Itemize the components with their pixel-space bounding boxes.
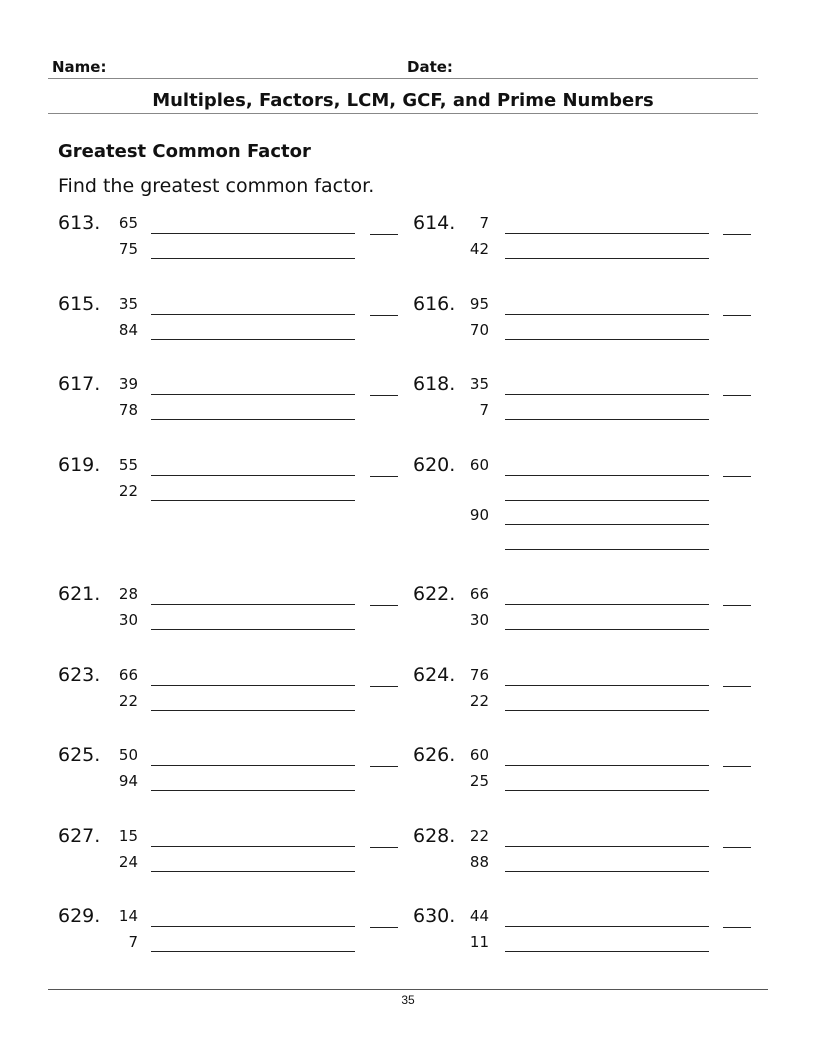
second-number: 24 (118, 853, 138, 871)
date-label: Date: (407, 58, 453, 76)
work-line[interactable] (505, 258, 709, 259)
page-number: 35 (401, 993, 415, 1007)
work-line[interactable] (151, 951, 355, 952)
second-number: 22 (118, 482, 138, 500)
work-line[interactable] (505, 926, 709, 927)
work-line[interactable] (505, 871, 709, 872)
second-number: 7 (128, 933, 138, 951)
second-number: 30 (469, 611, 489, 629)
answer-line[interactable] (723, 927, 751, 928)
work-line[interactable] (505, 710, 709, 711)
answer-line[interactable] (723, 847, 751, 848)
first-number: 60 (469, 456, 489, 474)
work-line[interactable] (151, 604, 355, 605)
problem-number: 616. (413, 293, 456, 315)
work-line[interactable] (151, 629, 355, 630)
problem-number: 620. (413, 454, 456, 476)
work-line[interactable] (505, 475, 709, 476)
first-number: 55 (118, 456, 138, 474)
second-number: 70 (469, 321, 489, 339)
work-line[interactable] (505, 314, 709, 315)
problem-number: 624. (413, 664, 456, 686)
first-number: 28 (118, 585, 138, 603)
first-number: 76 (469, 666, 489, 684)
problem-number: 615. (58, 293, 101, 315)
work-line[interactable] (151, 685, 355, 686)
answer-line[interactable] (723, 234, 751, 235)
work-line[interactable] (151, 419, 355, 420)
problem-number: 619. (58, 454, 101, 476)
problem-number: 630. (413, 905, 456, 927)
answer-line[interactable] (723, 395, 751, 396)
second-number: 7 (479, 401, 489, 419)
work-line[interactable] (505, 394, 709, 395)
second-number: 30 (118, 611, 138, 629)
problem-number: 618. (413, 373, 456, 395)
second-number: 11 (469, 933, 489, 951)
first-number: 35 (118, 295, 138, 313)
first-number: 95 (469, 295, 489, 313)
answer-line[interactable] (370, 927, 398, 928)
second-number: 22 (118, 692, 138, 710)
first-number: 35 (469, 375, 489, 393)
first-number: 66 (118, 666, 138, 684)
work-line[interactable] (505, 951, 709, 952)
work-line[interactable] (505, 500, 709, 501)
first-number: 14 (118, 907, 138, 925)
problem-number: 614. (413, 212, 456, 234)
work-line[interactable] (151, 790, 355, 791)
instruction-text: Find the greatest common factor. (58, 175, 375, 197)
first-number: 66 (469, 585, 489, 603)
work-line[interactable] (151, 339, 355, 340)
second-number: 22 (469, 692, 489, 710)
answer-line[interactable] (370, 315, 398, 316)
work-line[interactable] (151, 233, 355, 234)
header-rule (48, 78, 758, 79)
answer-line[interactable] (723, 605, 751, 606)
first-number: 7 (479, 214, 489, 232)
second-number: 75 (118, 240, 138, 258)
answer-line[interactable] (370, 847, 398, 848)
problem-number: 629. (58, 905, 101, 927)
work-line[interactable] (505, 419, 709, 420)
work-line[interactable] (151, 871, 355, 872)
problem-number: 626. (413, 744, 456, 766)
problem-number: 625. (58, 744, 101, 766)
page-title: Multiples, Factors, LCM, GCF, and Prime Numbers (152, 90, 654, 111)
work-line[interactable] (151, 765, 355, 766)
first-number: 15 (118, 827, 138, 845)
problem-number: 622. (413, 583, 456, 605)
work-line[interactable] (505, 790, 709, 791)
work-line[interactable] (505, 549, 709, 550)
answer-line[interactable] (370, 766, 398, 767)
second-number: 94 (118, 772, 138, 790)
work-line[interactable] (151, 846, 355, 847)
second-number: 90 (469, 506, 489, 524)
work-line[interactable] (151, 314, 355, 315)
answer-line[interactable] (370, 476, 398, 477)
work-line[interactable] (505, 233, 709, 234)
first-number: 50 (118, 746, 138, 764)
work-line[interactable] (151, 394, 355, 395)
first-number: 65 (118, 214, 138, 232)
work-line[interactable] (151, 500, 355, 501)
second-number: 84 (118, 321, 138, 339)
second-number: 42 (469, 240, 489, 258)
problem-number: 617. (58, 373, 101, 395)
title-rule (48, 113, 758, 114)
work-line[interactable] (151, 710, 355, 711)
work-line[interactable] (505, 629, 709, 630)
first-number: 60 (469, 746, 489, 764)
problem-number: 627. (58, 825, 101, 847)
answer-line[interactable] (723, 476, 751, 477)
work-line[interactable] (151, 926, 355, 927)
answer-line[interactable] (723, 686, 751, 687)
work-line[interactable] (151, 475, 355, 476)
problem-number: 628. (413, 825, 456, 847)
work-line[interactable] (505, 524, 709, 525)
answer-line[interactable] (370, 395, 398, 396)
work-line[interactable] (505, 685, 709, 686)
second-number: 78 (118, 401, 138, 419)
work-line[interactable] (505, 339, 709, 340)
work-line[interactable] (505, 604, 709, 605)
problem-number: 613. (58, 212, 101, 234)
footer-rule (48, 989, 768, 990)
answer-line[interactable] (370, 686, 398, 687)
first-number: 39 (118, 375, 138, 393)
second-number: 25 (469, 772, 489, 790)
answer-line[interactable] (723, 766, 751, 767)
work-line[interactable] (505, 846, 709, 847)
section-title: Greatest Common Factor (58, 141, 311, 162)
work-line[interactable] (151, 258, 355, 259)
answer-line[interactable] (370, 605, 398, 606)
work-line[interactable] (505, 765, 709, 766)
first-number: 44 (469, 907, 489, 925)
first-number: 22 (469, 827, 489, 845)
name-label: Name: (52, 58, 107, 76)
answer-line[interactable] (723, 315, 751, 316)
answer-line[interactable] (370, 234, 398, 235)
second-number: 88 (469, 853, 489, 871)
problem-number: 623. (58, 664, 101, 686)
problem-number: 621. (58, 583, 101, 605)
